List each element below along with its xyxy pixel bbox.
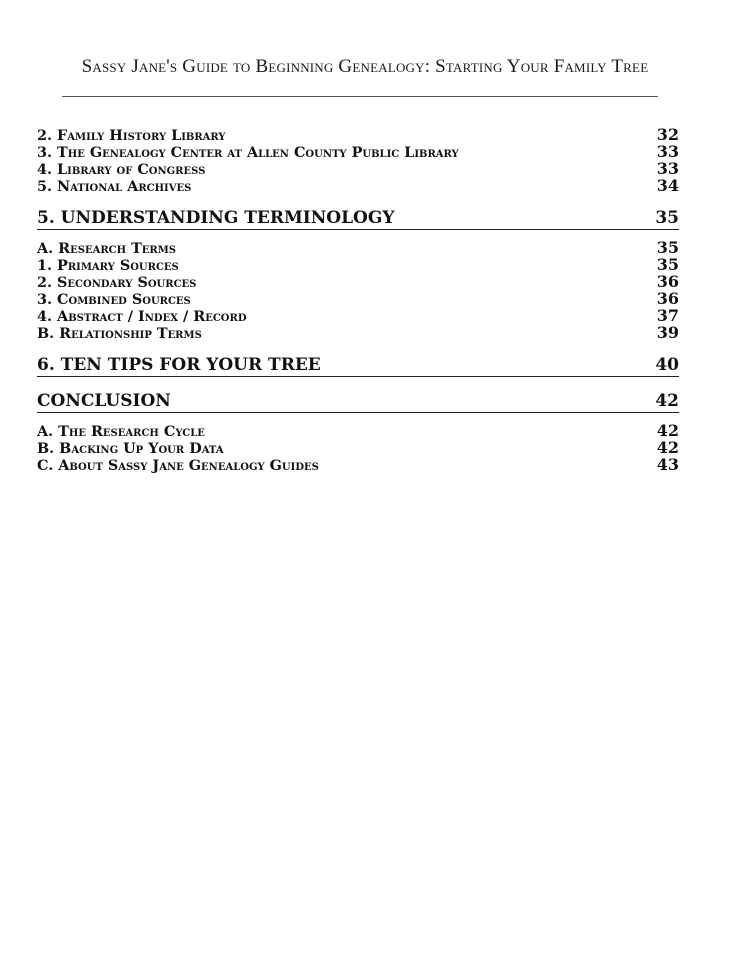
toc-entry-label: 3. The Genealogy Center at Allen County Public Library — [37, 144, 459, 161]
toc-page-number: 35 — [656, 238, 679, 257]
toc-section-understanding-terminology[interactable] — [37, 207, 679, 230]
toc-page-number: 40 — [655, 355, 679, 375]
toc-entry-label: 1. Primary Sources — [37, 257, 179, 274]
toc-page-number: 42 — [656, 438, 679, 457]
toc-page-number: 33 — [656, 159, 679, 178]
toc-entry-label: A. The Research Cycle — [37, 423, 205, 440]
toc-section-conclusion[interactable] — [37, 390, 679, 413]
toc-entry-label: 4. Library of Congress — [37, 161, 206, 178]
toc-entry-label: 5. National Archives — [37, 178, 192, 195]
toc-entry-backing-up-data[interactable] — [37, 439, 679, 456]
toc-page-number: 35 — [655, 208, 679, 228]
toc-entry-primary-sources[interactable] — [37, 256, 679, 273]
toc-page-number: 34 — [656, 176, 679, 195]
toc-entry-national-archives[interactable] — [37, 177, 679, 194]
table-of-contents — [37, 126, 679, 473]
toc-section-ten-tips[interactable] — [37, 354, 679, 377]
toc-page-number: 35 — [656, 255, 679, 274]
toc-page-number: 39 — [656, 323, 679, 342]
toc-page-number: 32 — [656, 125, 679, 144]
toc-page-number: 36 — [656, 272, 679, 291]
toc-entry-label: B. Relationship Terms — [37, 325, 202, 342]
toc-entry-label: 4. Abstract / Index / Record — [37, 308, 247, 325]
header-divider — [62, 96, 658, 97]
toc-page-number: 43 — [656, 455, 679, 474]
toc-section-label: CONCLUSION — [37, 391, 171, 411]
toc-page-number: 42 — [656, 421, 679, 440]
toc-entry-label: C. About Sassy Jane Genealogy Guides — [37, 457, 319, 474]
toc-entry-label: 2. Secondary Sources — [37, 274, 197, 291]
toc-entry-library-of-congress[interactable] — [37, 160, 679, 177]
toc-entry-label: A. Research Terms — [37, 240, 177, 257]
toc-entry-relationship-terms[interactable] — [37, 324, 679, 341]
toc-entry-label: 2. Family History Library — [37, 127, 226, 144]
toc-entry-about-guides[interactable] — [37, 456, 679, 473]
toc-entry-combined-sources[interactable] — [37, 290, 679, 307]
toc-entry-family-history-library[interactable] — [37, 126, 679, 143]
toc-entry-genealogy-center[interactable] — [37, 143, 679, 160]
toc-page-number: 33 — [656, 142, 679, 161]
toc-page-number: 42 — [655, 391, 679, 411]
toc-entry-research-terms[interactable] — [37, 239, 679, 256]
toc-entry-label: B. Backing Up Your Data — [37, 440, 224, 457]
toc-entry-research-cycle[interactable] — [37, 422, 679, 439]
toc-section-label: 6. TEN TIPS FOR YOUR TREE — [37, 355, 321, 375]
toc-entry-secondary-sources[interactable] — [37, 273, 679, 290]
toc-page-number: 36 — [656, 289, 679, 308]
toc-page-number: 37 — [656, 306, 679, 325]
toc-entry-abstract-index-record[interactable] — [37, 307, 679, 324]
running-header: Sassy Jane's Guide to Beginning Genealogy: Starting Your Family Tree — [81, 56, 649, 77]
toc-section-label: 5. UNDERSTANDING TERMINOLOGY — [37, 208, 395, 228]
toc-entry-label: 3. Combined Sources — [37, 291, 191, 308]
